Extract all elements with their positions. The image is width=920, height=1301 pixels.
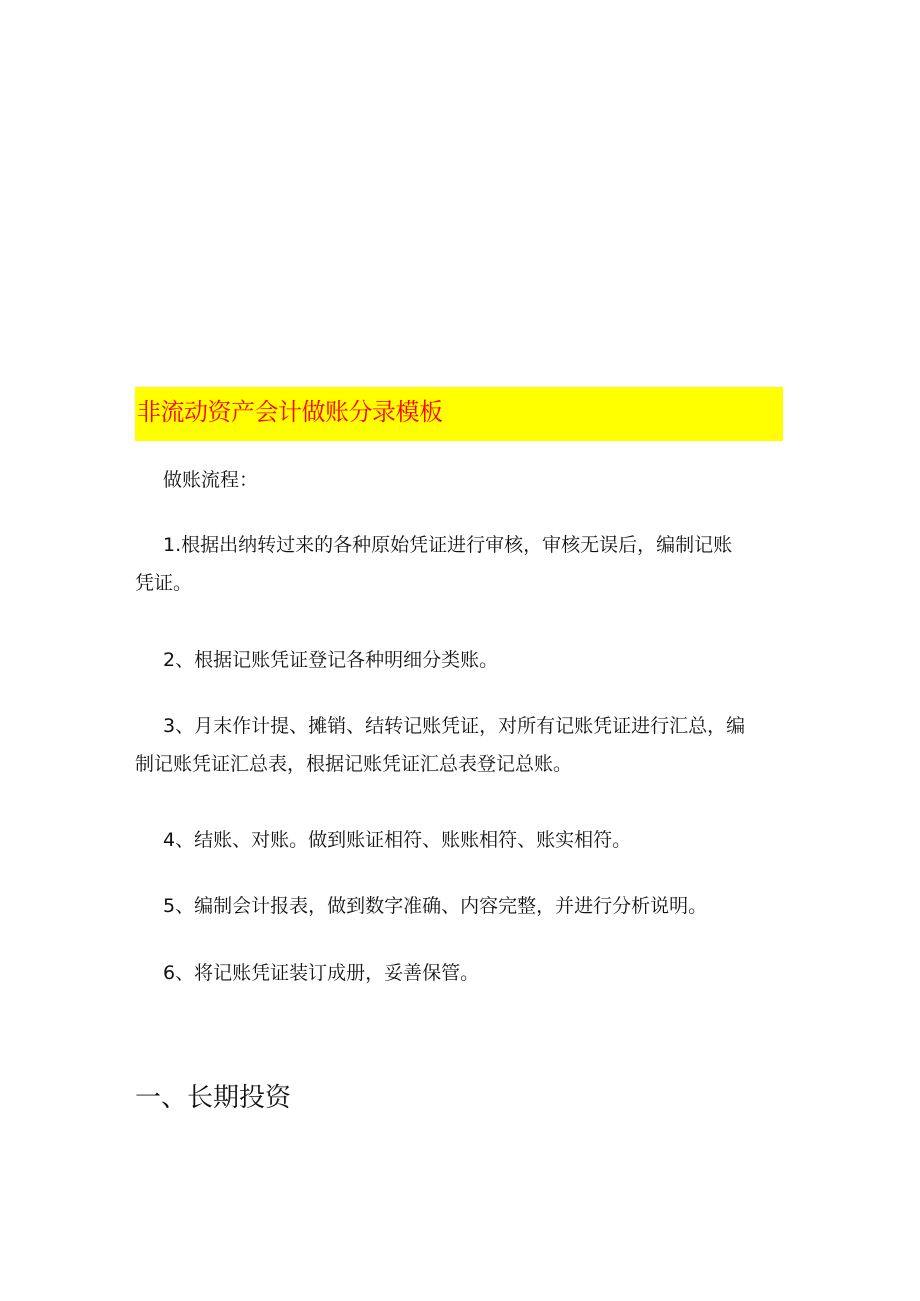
- step-3: [135, 707, 775, 783]
- step-1-line-1: 1.根据出纳转过来的各种原始凭证进行审核，审核无误后，编制记账: [163, 534, 733, 556]
- step-4: 4、结账、对账。做到账证相符、账账相符、账实相符。: [163, 829, 632, 851]
- step-2: 2、根据记账凭证登记各种明细分类账。: [163, 649, 499, 671]
- flow-label: 做账流程：: [163, 469, 259, 491]
- section-heading: 一、长期投资: [135, 1083, 292, 1113]
- step-1-line-2: 凭证。: [135, 572, 193, 594]
- step-3-line-1: 3、月末作计提、摊销、结转记账凭证，对所有记账凭证进行汇总，编: [163, 715, 746, 737]
- step-6: 6、将记账凭证装订成册，妥善保管。: [163, 962, 480, 984]
- step-1: [135, 526, 775, 602]
- step-3-line-2: 制记账凭证汇总表，根据记账凭证汇总表登记总账。: [135, 753, 573, 775]
- step-5: 5、编制会计报表，做到数字准确、内容完整，并进行分析说明。: [163, 895, 708, 917]
- document-title: 非流动资产会计做账分录模板: [137, 398, 443, 426]
- title-highlight: [135, 387, 783, 441]
